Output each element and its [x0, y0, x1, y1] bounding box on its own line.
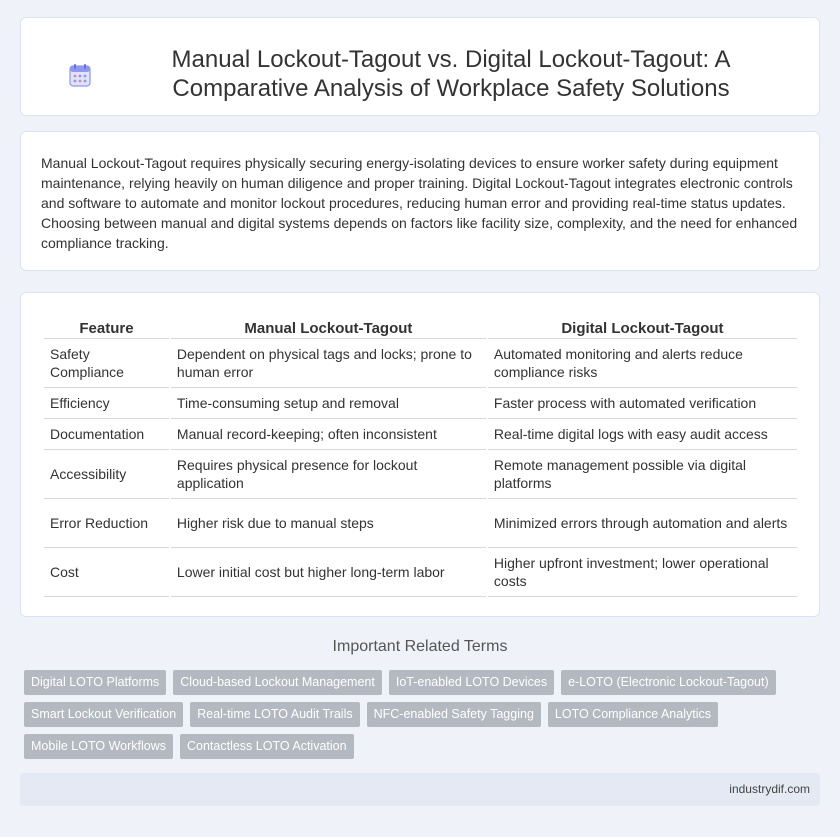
term-tag[interactable]: e-LOTO (Electronic Lockout-Tagout): [561, 670, 776, 695]
feature-cell: Cost: [44, 548, 169, 597]
digital-cell: Faster process with automated verification: [488, 388, 797, 419]
feature-cell: Error Reduction: [44, 499, 169, 548]
term-tag[interactable]: IoT-enabled LOTO Devices: [389, 670, 554, 695]
intro-paragraph: Manual Lockout-Tagout requires physically securing energy-isolating devices to ensure worker safety during equipment maintenance, relying heavily on human diligence and proper training. Digital Lockout-Tagout integrates electronic controls and software to automate and monitor lockout procedures, reducing human error and providing real-time status updates. Choosing between manual and digital systems depends on factors like facility size, complexity, and the need for enhanced compliance tracking.: [41, 155, 798, 251]
digital-cell: Automated monitoring and alerts reduce compliance risks: [488, 339, 797, 388]
table-row: [44, 388, 797, 419]
footer: [20, 773, 820, 806]
term-tag[interactable]: LOTO Compliance Analytics: [548, 702, 718, 727]
comparison-table-card: [20, 292, 820, 617]
term-tag[interactable]: Smart Lockout Verification: [24, 702, 183, 727]
table-row: [44, 419, 797, 450]
title-card: [20, 17, 820, 116]
term-tag[interactable]: Cloud-based Lockout Management: [173, 670, 382, 695]
header-digital: Digital Lockout-Tagout: [488, 314, 797, 339]
related-terms-heading: Important Related Terms: [332, 638, 508, 655]
digital-cell: Real-time digital logs with easy audit access: [488, 419, 797, 450]
digital-cell: Remote management possible via digital platforms: [488, 450, 797, 499]
term-tag[interactable]: Real-time LOTO Audit Trails: [190, 702, 359, 727]
term-row: [24, 670, 824, 702]
term-row: [24, 702, 824, 734]
manual-cell: Requires physical presence for lockout application: [171, 450, 486, 499]
term-row: [24, 734, 824, 766]
digital-cell: Minimized errors through automation and alerts: [488, 499, 797, 548]
header-feature: Feature: [44, 314, 169, 339]
manual-cell: Lower initial cost but higher long-term labor: [171, 548, 486, 597]
table-row: [44, 339, 797, 388]
feature-cell: Accessibility: [44, 450, 169, 499]
digital-cell: Higher upfront investment; lower operational costs: [488, 548, 797, 597]
footer-site-link[interactable]: industrydif.com: [729, 782, 810, 796]
feature-cell: Documentation: [44, 419, 169, 450]
feature-cell: Safety Compliance: [44, 339, 169, 388]
manual-cell: Manual record-keeping; often inconsistent: [171, 419, 486, 450]
intro-card: [20, 131, 820, 271]
manual-cell: Time-consuming setup and removal: [171, 388, 486, 419]
table-row: [44, 450, 797, 499]
table-header-row: [44, 314, 797, 339]
comparison-table: [42, 314, 799, 597]
table-row: [44, 548, 797, 597]
term-tag[interactable]: NFC-enabled Safety Tagging: [367, 702, 541, 727]
term-tag[interactable]: Contactless LOTO Activation: [180, 734, 354, 759]
calendar-icon: [69, 64, 91, 87]
feature-cell: Efficiency: [44, 388, 169, 419]
related-terms: [24, 670, 824, 766]
table-row: [44, 499, 797, 548]
term-tag[interactable]: Digital LOTO Platforms: [24, 670, 166, 695]
manual-cell: Dependent on physical tags and locks; prone to human error: [171, 339, 486, 388]
page-title: Manual Lockout-Tagout vs. Digital Lockout-Tagout: A Comparative Analysis of Workplace Safety Solutions: [171, 46, 731, 102]
term-tag[interactable]: Mobile LOTO Workflows: [24, 734, 173, 759]
header-manual: Manual Lockout-Tagout: [171, 314, 486, 339]
manual-cell: Higher risk due to manual steps: [171, 499, 486, 548]
